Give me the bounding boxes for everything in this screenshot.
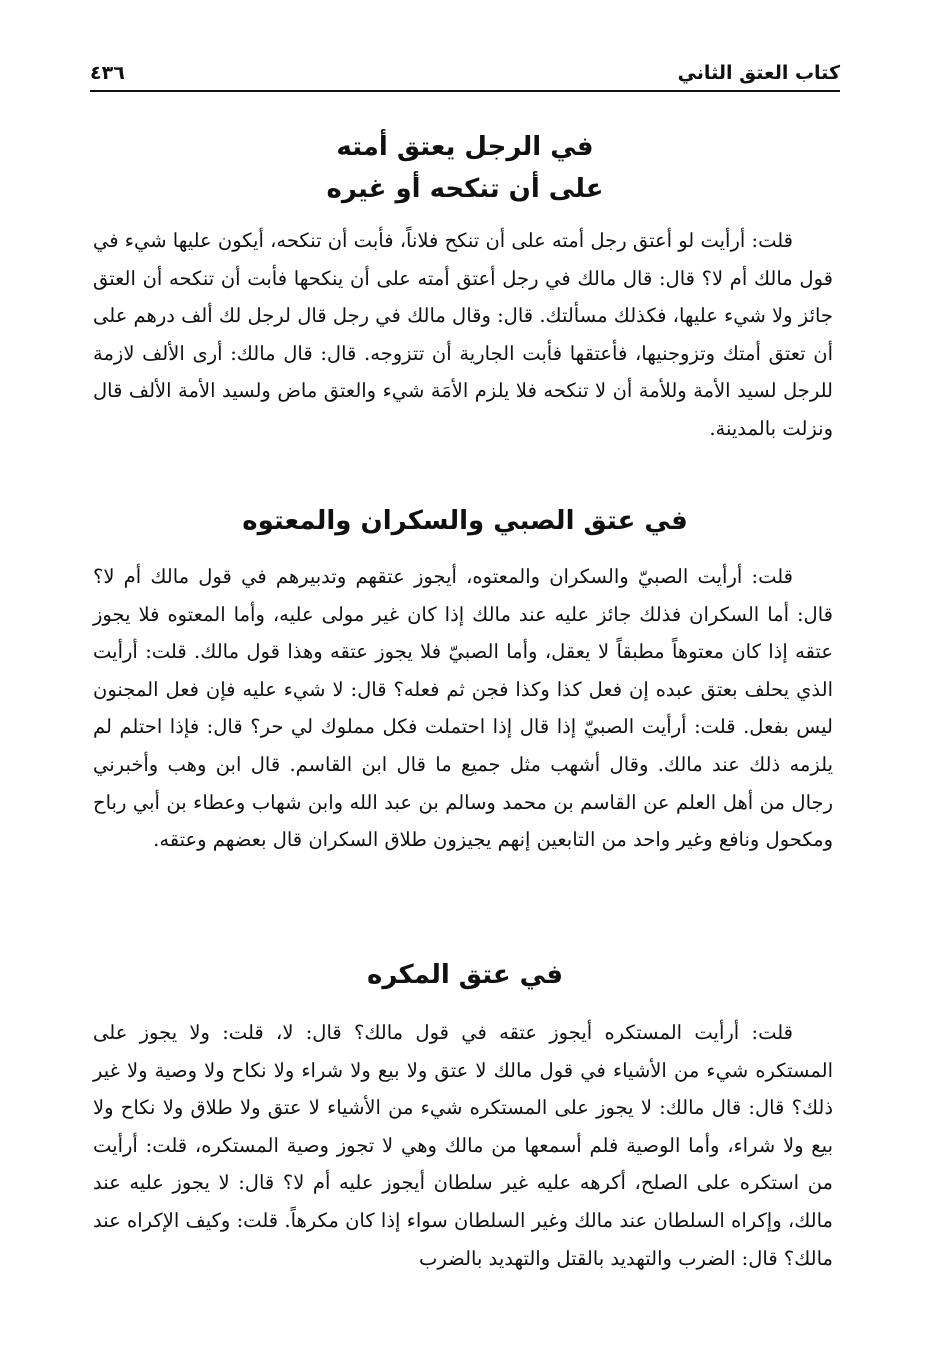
heading-line: في عتق المكره [367,960,563,990]
heading-line: على أن تنكحه أو غيره [326,174,604,204]
section-heading [90,126,840,210]
paragraph-text: قلت: أرأيت الصبيّ والسكران والمعتوه، أيجوز عتقهم وتدبيرهم في قول مالك أم لا؟ قال: أما السكران فذلك جائز عليه عند مالك إذا كان غير مولى عليه، وأما المعتوه فلا يجوز عتقه إذا كان معتوهاً مطبقاً لا يعقل، وأما الصبيّ فلا يجوز عتقه وهذا قول مالك. قلت: أرأيت الذي يحلف بعتق عبده إن فعل كذا وكذا فجن ثم فعله؟ قال: لا شيء عليه فإن فعل المجنون ليس بفعل. قلت: أرأيت الصبيّ إذا قال إذا احتملت فكل مملوك لي حر؟ قال: فإذا احتلم لم يلزمه ذلك عند مالك. وقال أشهب مثل جميع ما قال ابن القاسم. قال ابن وهب وأخبرني رجال من أهل العلم عن القاسم بن محمد وسالم بن عبد الله وابن شهاب وعطاء بن أبي رباح ومكحول ونافع وغير واحد من التابعين إنهم يجيزون طلاق السكران قال بعضهم وعتقه. [93,565,833,852]
heading-line: في عتق الصبي والسكران والمعتوه [242,506,688,536]
paragraph-text: قلت: أرأيت لو أعتق رجل أمته على أن تنكح فلاناً، فأبت أن تنكحه، أيكون عليها شيء في قول مالك أم لا؟ قال: قال مالك في رجل أعتق أمته على أن ينكحها فأبت أن تنكحه أن العتق جائز ولا شيء عليها، فكذلك مسألتك. قال: وقال مالك في رجل قال لرجل لك ألف درهم على أن تعتق أمتك وتزوجنيها، فأعتقها فأبت الجارية أن تتزوجه. قال: قال مالك: أرى الألف لازمة للرجل لسيد الأمة وللأمة أن لا تنكحه فلا يلزم الأمَة شيء والعتق ماض ولسيد الأمة الألف قال ونزلت بالمدينة. [93,229,833,440]
section-heading [90,500,840,542]
paragraph [93,222,833,448]
paragraph [93,558,833,859]
running-header [90,58,840,92]
section-heading [90,954,840,996]
paragraph-text: قلت: أرأيت المستكره أيجوز عتقه في قول مالك؟ قال: لا، قلت: ولا يجوز على المستكره شيء من الأشياء في قول مالك لا عتق ولا بيع ولا شراء ولا نكاح ولا وصية ولا غير ذلك؟ قال: قال مالك: لا يجوز على المستكره شيء من الأشياء لا عتق ولا طلاق ولا نكاح ولا بيع ولا شراء، وأما الوصية فلم أسمعها من مالك وهي لا تجوز وصية المستكره، قلت: أرأيت من استكره على الصلح، أكرهه عليه غير سلطان أيجوز عليه أم لا؟ قال: لا يجوز عليه عند مالك، وإكراه السلطان عند مالك وغير السلطان سواء إذا كان مكرهاً. قلت: وكيف الإكراه عند مالك؟ قال: الضرب والتهديد بالقتل والتهديد بالضرب [93,1021,833,1270]
page-number: ٤٣٦ [90,62,125,84]
paragraph [93,1014,833,1277]
heading-line: في الرجل يعتق أمته [336,132,594,162]
book-title: كتاب العتق الثاني [677,62,840,84]
